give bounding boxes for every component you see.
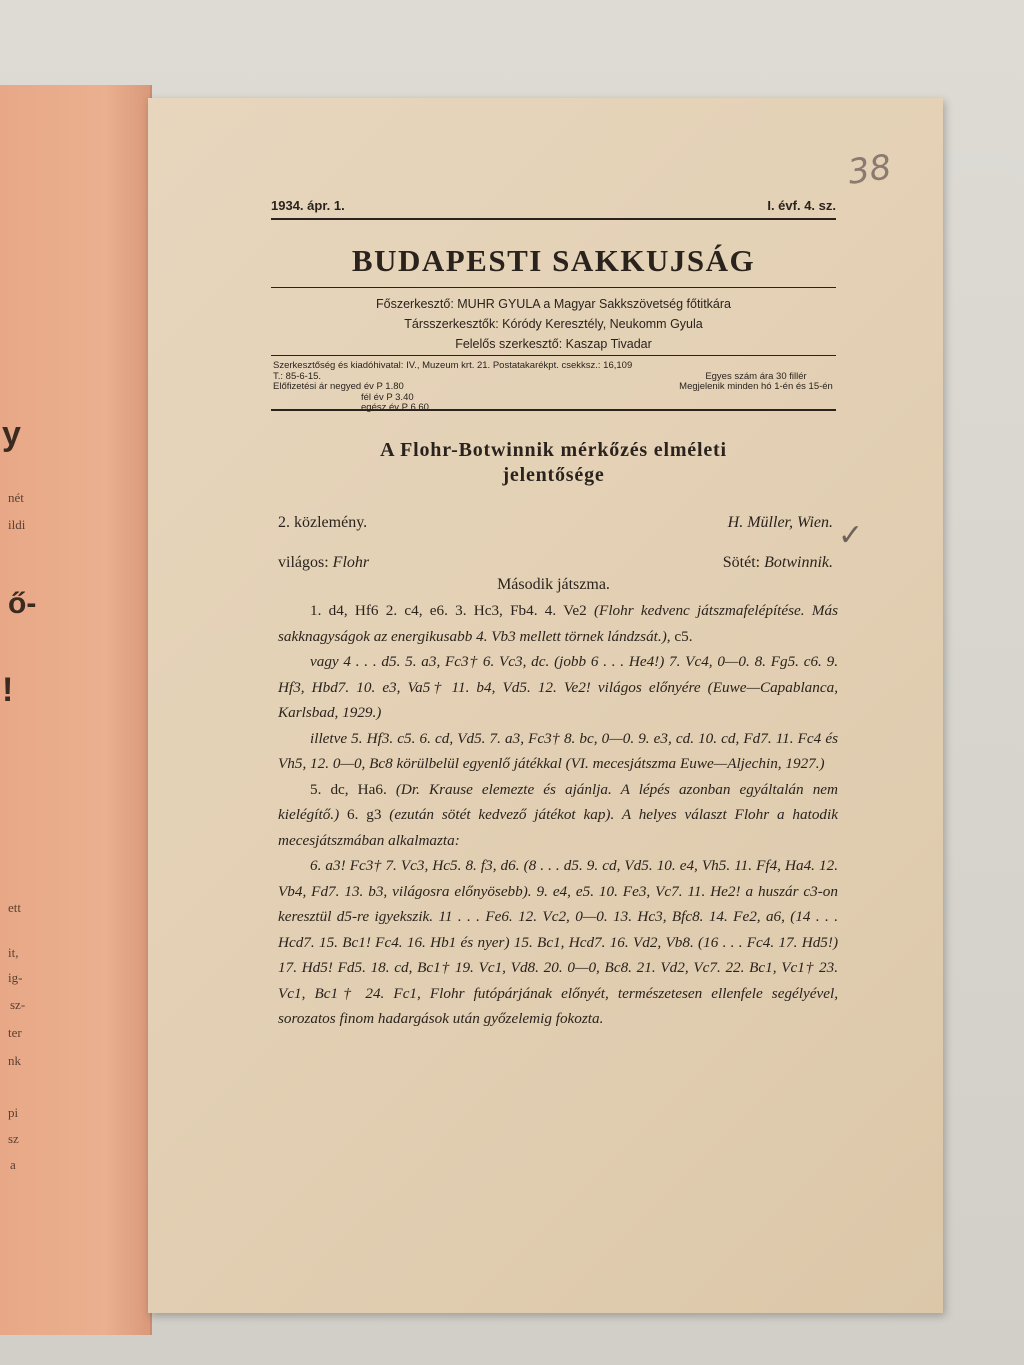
bg-fragment: ! (2, 671, 14, 709)
game-title: Második játszma. (497, 576, 610, 593)
players (278, 554, 833, 572)
price-line: Előfizetési ár negyed év P 1.80 (273, 381, 404, 392)
issue-header (271, 198, 836, 213)
divider (271, 287, 836, 288)
staff-line: Főszerkesztő: MUHR GYULA a Magyar Sakkszövetség főtitkára (376, 297, 731, 311)
schedule: Megjelenik minden hó 1-én és 15-én (679, 381, 833, 392)
article-meta (278, 514, 833, 532)
bg-fragment: y (2, 415, 21, 453)
address-line: Szerkesztőség és kiadóhivatal: IV., Muzeum krt. 21. Postatakarékpt. csekksz.: 16,109 T.: 85-6-15. (273, 360, 633, 382)
bg-fragment: it, (8, 945, 19, 960)
staff-list (271, 294, 836, 354)
paragraph: 6. a3! Fc3† 7. Vc3, Hc5. 8. f3, d6. (8 . . . d5. 9. cd, Vd5. 10. e4, Vh5. 11. Ff4, Ha4. 12. Vb4, Fd7. 13. b3, világosra előnyösebb). 9. e4, e5. 10. Fe3, Vc7. 11. He2! a huszár c3-on keresztül d5-re igyekszik. 11 . . . Fe6. 12. Vc2, 0—0. 13. Hc3, Bfc8. 14. Fe2, a6, (14 . . . Hcd7. 15. Bc1! Fc4. 16. Hb1 és nyer) 15. Bc1, Hcd7. 16. Vd2, Vb8. (16 . . . Fc4. 17. Hd5!) 17. Hd5! Fd5. 18. cd, Bc1† 19. Vc1, Vd8. 20. 0—0, Bc8. 21. Vd2, Vc7. 22. Bc1, Vc1† 23. Vc1, Bc1† 24. Fc1, Flohr futópárjának előnyét, természetesen ellenfele segélyével, sorozatos finom hadargások után győzelemig fokozta. (278, 857, 838, 1027)
bg-fragment: nét (8, 490, 24, 505)
paragraph: 5. dc, Ha6. (Dr. Krause elemezte és ajánlja. A lépés azonban egyáltalán nem kielégítő.) 6. g3 (ezután sötét kedvező játékot kap). A helyes választ Flohr a hatodik mecesjátszmában alkalmazta: (278, 780, 838, 849)
background-orange-page (0, 85, 152, 1335)
bg-fragment: sz- (10, 997, 26, 1012)
staff-line: Felelős szerkesztő: Kaszap Tivadar (455, 337, 652, 351)
part-label: 2. közlemény. (278, 514, 368, 531)
pencil-checkmark-icon: ✓ (838, 518, 864, 553)
bg-fragment: ett (8, 900, 21, 915)
masthead: BUDAPESTI SAKKUJSÁG (351, 243, 756, 278)
paragraph: 1. d4, Hf6 2. c4, e6. 3. Hc3, Fb4. 4. Ve2 (Flohr kedvenc játszmafelépítése. Más sakknagyságok az energikusabb 4. Vb3 mellett törnek lándzsát.), c5. (278, 602, 838, 645)
bg-fragment: a (10, 1157, 16, 1172)
issue-number: I. évf. 4. sz. (767, 198, 836, 213)
bg-fragment: ig- (8, 970, 23, 985)
pencil-page-number: 38 (845, 147, 894, 193)
divider (271, 355, 836, 356)
single-price: Egyes szám ára 30 fillér (705, 370, 807, 382)
price-line: fél év P 3.40 (361, 391, 414, 403)
newspaper-page (148, 98, 943, 1313)
white-player: világos: Flohr (278, 554, 370, 571)
paragraph: vagy 4 . . . d5. 5. a3, Fc3† 6. Vc3, dc. (jobb 6 . . . He4!) 7. Vc4, 0—0. 8. Fg5. c6. 9. Hf3, Hbd7. 10. e3, Va5† 11. b4, Vd5. 12. Ve2! világos előnyére (Euwe—Capablanca, Karlsbad, 1929.) (278, 653, 838, 721)
divider (271, 218, 836, 220)
article-body (278, 598, 838, 1032)
issue-date: 1934. ápr. 1. (271, 198, 345, 213)
bg-fragment: pi (8, 1105, 19, 1120)
divider (271, 409, 836, 411)
paragraph: illetve 5. Hf3. c5. 6. cd, Vd5. 7. a3, Fc3† 8. bc, 0—0. 9. e3, cd. 10. cd, Fd7. 11. Fc4 és Vh5, 12. 0—0, Bc8 körülbelül egyenlő játékkal (VI. mecesjátszma Euwe—Aljechin, 1927.) (278, 729, 838, 772)
author: H. Müller, Wien. (727, 514, 833, 531)
article-title: A Flohr-Botwinnik mérkőzés elméleti jelentősége (380, 439, 727, 486)
staff-line: Társszerkesztők: Kóródy Keresztély, Neukomm Gyula (404, 317, 703, 331)
bg-fragment: ő- (8, 587, 37, 620)
bg-fragment: nk (8, 1053, 21, 1068)
bg-fragment: sz (8, 1131, 19, 1146)
bg-fragment: ter (8, 1025, 22, 1040)
black-player: Sötét: Botwinnik. (722, 554, 833, 571)
price-line: egész év P 6.60 (361, 402, 429, 413)
bg-fragment: ildi (8, 517, 26, 532)
